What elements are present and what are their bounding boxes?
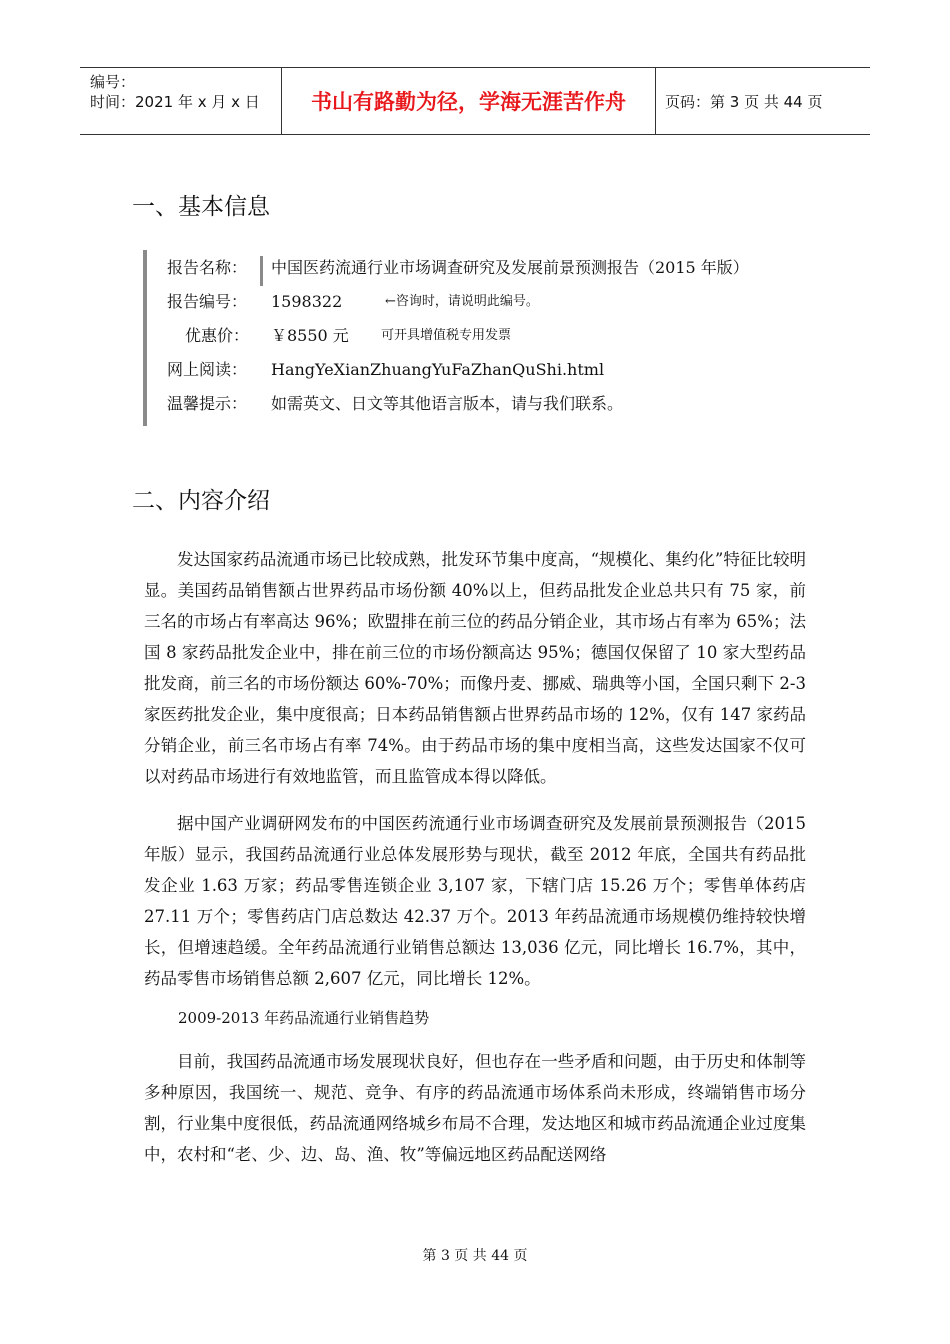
info-note: 可开具增值税专用发票 [381, 328, 512, 343]
info-label: 报告编号： [167, 292, 248, 311]
basic-info-box [143, 250, 807, 426]
page-header [80, 67, 870, 135]
paragraph-2: 据中国产业调研网发布的中国医药流通行业市场调查研究及发展前景预测报告（2015 年版）显示，我国药品流通行业总体发展形势与现状，截至 2012 年底，全国共有药品批发企业 1.63 万家；药品零售连锁企业 3,107 家，下辖门店 15.26 万个；零售单体药店 27.11 万个；零售药店门店总数达 42.37 万个。2013 年药品流通市场规模仍维持较快增长，但增速趋缓。全年药品流通行业销售总额达 13,036 亿元，同比增长 16.7%，其中，药品零售市场销售总额 2,607 亿元，同比增长 12%。 [144, 814, 806, 988]
header-motto: 书山有路勤为径，学海无涯苦作舟 [282, 68, 656, 134]
info-label: 温馨提示： [167, 394, 248, 413]
document-date: 时间：2021 年 x 月 x 日 [90, 93, 260, 111]
divider-bar [260, 256, 263, 286]
paragraph-3: 目前，我国药品流通市场发展现状良好，但也存在一些矛盾和问题，由于历史和体制等多种原因，我国统一、规范、竞争、有序的药品流通市场体系尚未形成，终端销售市场分割，行业集中度很低，药品流通网络城乡布局不合理，发达地区和城市药品流通企业过度集中，农村和“老、少、边、岛、渔、牧”等偏远地区药品配送网络 [144, 1052, 806, 1164]
info-label: 报告名称： [167, 258, 248, 277]
header-page-info: 页码：第 3 页 共 44 页 [665, 92, 823, 111]
info-note: ←咨询时，请说明此编号。 [385, 294, 539, 309]
document-number-label: 编号： [90, 73, 136, 91]
section-title-basic-info: 一、基本信息 [132, 194, 270, 220]
info-value: 1598322 [271, 292, 343, 311]
chart-caption: 2009-2013 年药品流通行业销售趋势 [178, 1009, 430, 1027]
info-value: 中国医药流通行业市场调查研究及发展前景预测报告（2015 年版） [271, 258, 749, 277]
paragraph-1: 发达国家药品流通市场已比较成熟，批发环节集中度高，“规模化、集约化”特征比较明显。美国药品销售额占世界药品市场份额 40%以上，但药品批发企业总共只有 75 家，前三名的市场占有率高达 96%；欧盟排在前三位的药品分销企业，其市场占有率为 65%；法国 8 家药品批发企业中，排在前三位的市场份额高达 95%；德国仅保留了 10 家大型药品批发商，前三名的市场份额达 60%-70%；而像丹麦、挪威、瑞典等小国，全国只剩下 2-3 家医药批发企业，集中度很高；日本药品销售额占世界药品市场的 12%，仅有 147 家药品分销企业，前三名市场占有率 74%。由于药品市场的集中度相当高，这些发达国家不仅可以对药品市场进行有效地监管，而且监管成本得以降低。 [144, 550, 806, 786]
page-footer: 第 3 页 共 44 页 [422, 1248, 528, 1264]
info-label: 优惠价： [185, 326, 250, 345]
header-meta [80, 68, 282, 134]
info-value: 如需英文、日文等其他语言版本，请与我们联系。 [271, 394, 624, 413]
online-reading-link[interactable]: HangYeXianZhuangYuFaZhanQuShi.html [271, 360, 605, 379]
section-title-content-intro: 二、内容介绍 [132, 488, 270, 514]
info-value: ￥8550 元 [271, 326, 349, 345]
info-label: 网上阅读： [167, 360, 248, 379]
